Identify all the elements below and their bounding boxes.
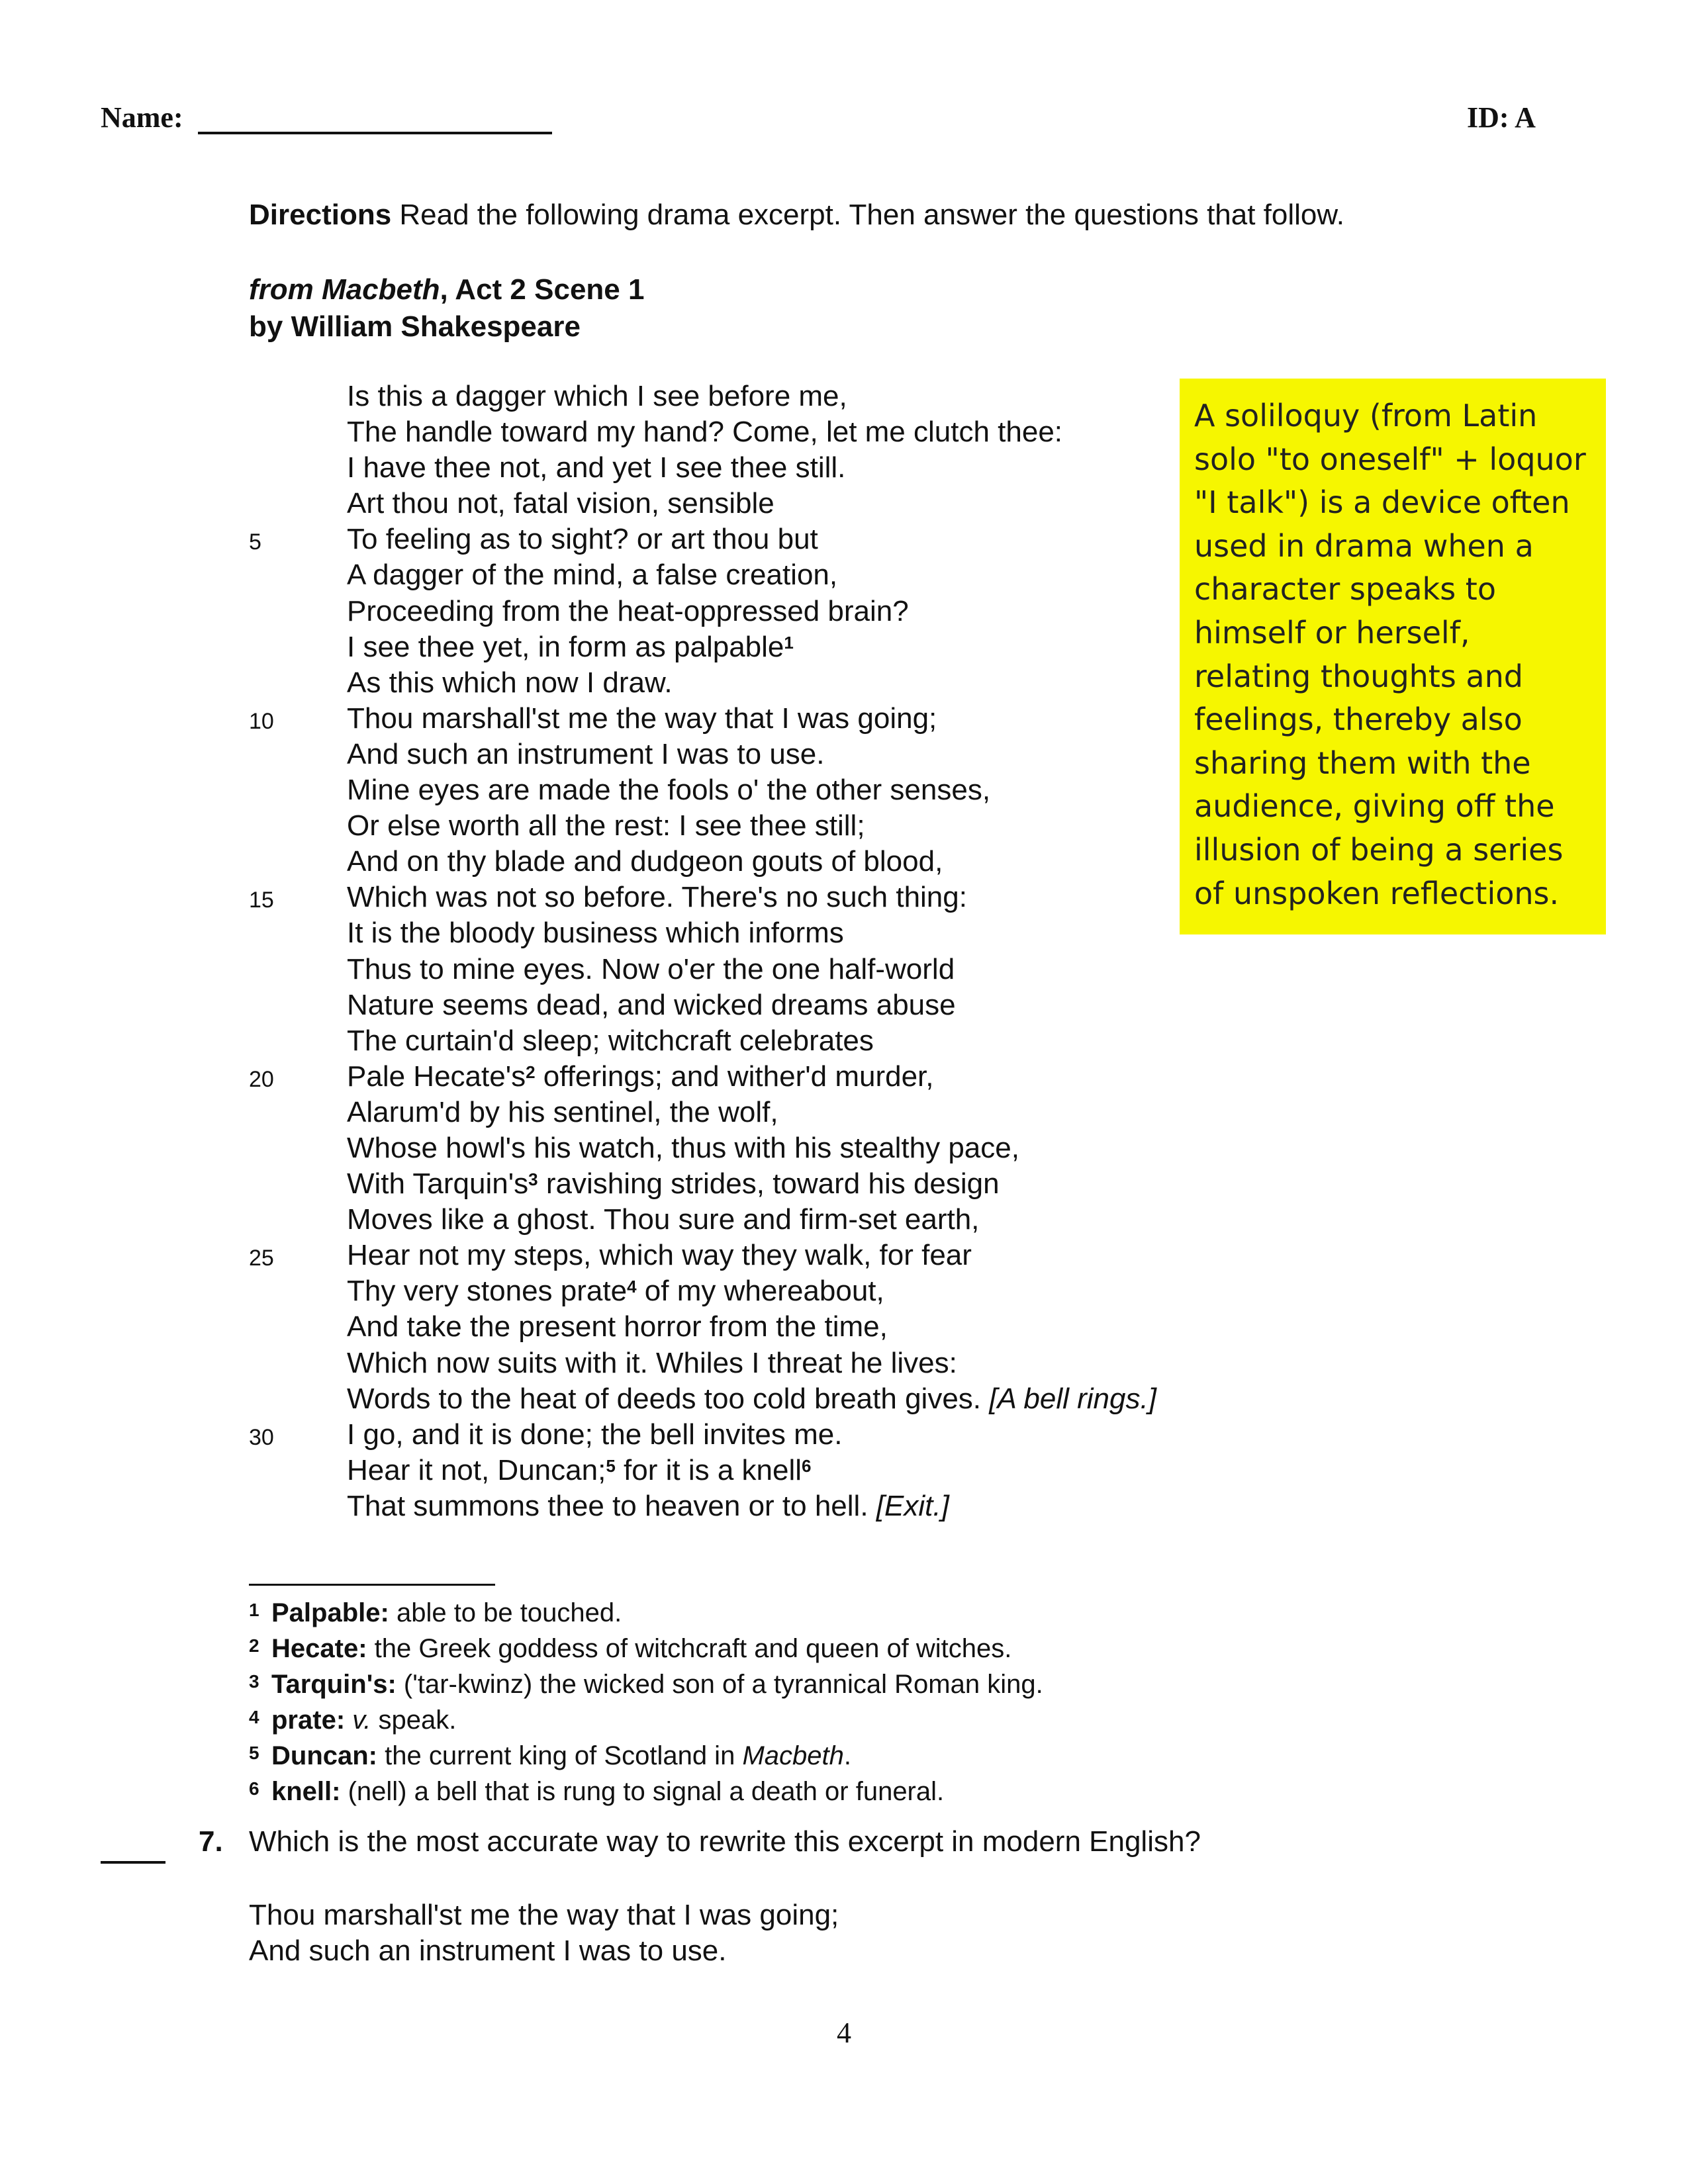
footnote bbox=[249, 1772, 1043, 1808]
line-text-main: Mine eyes are made the fools o' the other senses, bbox=[347, 774, 991, 807]
line-text-main: Is this a dagger which I see before me, bbox=[347, 380, 847, 412]
footnote-definition-end: . bbox=[843, 1741, 851, 1770]
directions bbox=[249, 199, 1344, 232]
stage-direction: [A bell rings.] bbox=[989, 1382, 1156, 1415]
line-text-main: That summons thee to heaven or to hell. bbox=[347, 1489, 876, 1522]
footnote-number: 4 bbox=[249, 1707, 259, 1727]
question-text: Which is the most accurate way to rewrite this excerpt in modern English? bbox=[249, 1825, 1201, 1858]
footnote-term: prate: bbox=[271, 1706, 346, 1735]
directions-text: Read the following drama excerpt. Then answer the questions that follow. bbox=[391, 199, 1344, 231]
footnote-marker: 3 bbox=[528, 1169, 538, 1190]
line-text-after: of my whereabout, bbox=[636, 1275, 884, 1308]
question-quote bbox=[249, 1897, 839, 1969]
line-text bbox=[347, 808, 865, 844]
footnote-definition: the Greek goddess of witchcraft and queen of witches. bbox=[367, 1634, 1012, 1663]
line-text bbox=[347, 737, 825, 772]
line-text bbox=[347, 880, 967, 915]
line-text bbox=[347, 414, 1062, 450]
line-text-main: Which now suits with it. Whiles I threat he lives: bbox=[347, 1346, 957, 1379]
line-text bbox=[347, 1345, 957, 1381]
footnote bbox=[249, 1594, 1043, 1629]
line-text bbox=[347, 1202, 979, 1238]
line-text bbox=[347, 450, 845, 486]
line-number: 20 bbox=[249, 1066, 274, 1092]
line-text bbox=[347, 1059, 933, 1095]
line-text-main: Or else worth all the rest: I see thee still; bbox=[347, 809, 865, 842]
line-text-main: Hear not my steps, which way they walk, for fear bbox=[347, 1239, 972, 1272]
footnote-marker: 6 bbox=[802, 1455, 812, 1476]
footnote-definition: able to be touched. bbox=[389, 1598, 622, 1627]
line-text-main: And such an instrument I was to use. bbox=[347, 737, 825, 770]
line-text-main: Pale Hecate's bbox=[347, 1060, 526, 1093]
line-text bbox=[347, 594, 909, 629]
line-text-main: Proceeding from the heat-oppressed brain? bbox=[347, 594, 909, 627]
line-text-main: A dagger of the mind, a false creation, bbox=[347, 559, 838, 592]
quote-line: Thou marshall'st me the way that I was going; bbox=[249, 1899, 839, 1931]
footnote-marker: 4 bbox=[627, 1277, 637, 1297]
line-text bbox=[347, 486, 774, 522]
line-text-main: And on thy blade and dudgeon gouts of blood, bbox=[347, 845, 943, 878]
line-number: 25 bbox=[249, 1246, 274, 1271]
footnote-number: 2 bbox=[249, 1635, 259, 1656]
footnote bbox=[249, 1701, 1043, 1737]
title-line bbox=[249, 271, 644, 308]
line-text-main: Thou marshall'st me the way that I was going; bbox=[347, 702, 937, 735]
footnote-number: 3 bbox=[249, 1671, 259, 1692]
line-number: 15 bbox=[249, 887, 274, 913]
line-text-after: offerings; and wither'd murder, bbox=[535, 1060, 934, 1093]
footnote-definition: the current king of Scotland in bbox=[377, 1741, 743, 1770]
footnote-marker: 2 bbox=[526, 1062, 536, 1082]
line-text-main: To feeling as to sight? or art thou but bbox=[347, 523, 818, 556]
line-number: 10 bbox=[249, 708, 274, 734]
line-number: 5 bbox=[249, 529, 261, 555]
line-text-main: Words to the heat of deeds too cold breath gives. bbox=[347, 1382, 990, 1415]
id-label: ID: A bbox=[1467, 101, 1536, 134]
footnote-term: Duncan: bbox=[271, 1741, 377, 1770]
line-text bbox=[347, 952, 955, 987]
footnote-term: Palpable: bbox=[271, 1598, 389, 1627]
line-text bbox=[347, 1417, 842, 1453]
question-number: 7. bbox=[199, 1825, 223, 1858]
line-text-main: The curtain'd sleep; witchcraft celebrates bbox=[347, 1024, 874, 1057]
line-text bbox=[347, 1095, 778, 1130]
line-text bbox=[347, 1381, 1156, 1417]
line-text-main: Thy very stones prate bbox=[347, 1275, 628, 1308]
footnote-number: 6 bbox=[249, 1778, 259, 1799]
line-text bbox=[347, 1273, 884, 1309]
footnote-term: knell: bbox=[271, 1777, 341, 1806]
line-number: 30 bbox=[249, 1424, 274, 1450]
footnote bbox=[249, 1629, 1043, 1665]
line-text-main: As this which now I draw. bbox=[347, 666, 673, 699]
line-text bbox=[347, 844, 943, 880]
line-text bbox=[347, 665, 673, 701]
footnote-number: 5 bbox=[249, 1743, 259, 1763]
footnote-part-of-speech: v. bbox=[345, 1706, 371, 1735]
footnote-divider bbox=[249, 1584, 495, 1586]
line-text bbox=[347, 629, 794, 665]
line-text bbox=[347, 1453, 811, 1488]
footnote-marker: 1 bbox=[784, 632, 794, 653]
line-text bbox=[347, 522, 818, 557]
line-text-after: for it is a knell bbox=[615, 1453, 802, 1486]
footnote-number: 1 bbox=[249, 1600, 259, 1620]
answer-blank-line[interactable] bbox=[101, 1861, 165, 1864]
line-text-main: Which was not so before. There's no such thing: bbox=[347, 881, 967, 914]
title-author: by William Shakespeare bbox=[249, 310, 581, 343]
line-text bbox=[347, 1238, 972, 1273]
soliloquy-note-box bbox=[1180, 379, 1606, 934]
footnote-term: Tarquin's: bbox=[271, 1670, 397, 1699]
footnote-definition: (nell) a bell that is rung to signal a death or funeral. bbox=[340, 1777, 945, 1806]
line-text-main: And take the present horror from the time, bbox=[347, 1310, 888, 1343]
line-text bbox=[347, 772, 990, 808]
line-text bbox=[347, 379, 847, 414]
line-text bbox=[347, 1130, 1019, 1166]
footnote-term: Hecate: bbox=[271, 1634, 367, 1663]
line-text-main: Thus to mine eyes. Now o'er the one half-world bbox=[347, 952, 955, 985]
name-label bbox=[101, 101, 552, 134]
line-text bbox=[347, 1166, 1000, 1202]
line-text-after: ravishing strides, toward his design bbox=[538, 1167, 1000, 1201]
footnote-definition: ('tar-kwinz) the wicked son of a tyrannical Roman king. bbox=[396, 1670, 1043, 1699]
soliloquy-note-text: A soliloquy (from Latin solo "to oneself" + loquor "I talk") is a device often used in drama when a character speaks to himself or herself, relating thoughts and feelings, thereby also sharing them with the audience, giving off the illusion of being a series of unspoken reflections. bbox=[1194, 398, 1586, 911]
excerpt-title bbox=[249, 271, 644, 345]
title-act: , Act 2 Scene 1 bbox=[440, 273, 645, 306]
quote-line: And such an instrument I was to use. bbox=[249, 1934, 727, 1967]
line-text-main: Moves like a ghost. Thou sure and firm-set earth, bbox=[347, 1203, 980, 1236]
footnote bbox=[249, 1737, 1043, 1772]
line-text bbox=[347, 1309, 888, 1345]
line-text bbox=[347, 1023, 874, 1059]
footnote-definition: speak. bbox=[371, 1706, 457, 1735]
line-text-main: The handle toward my hand? Come, let me clutch thee: bbox=[347, 416, 1063, 449]
line-text-main: I see thee yet, in form as palpable bbox=[347, 630, 784, 663]
line-text bbox=[347, 987, 956, 1023]
line-text-main: Alarum'd by his sentinel, the wolf, bbox=[347, 1095, 778, 1128]
line-text-main: I have thee not, and yet I see thee still. bbox=[347, 451, 846, 484]
line-text-main: It is the bloody business which informs bbox=[347, 917, 844, 950]
footnote-italic-title: Macbeth bbox=[742, 1741, 844, 1770]
line-text-main: Art thou not, fatal vision, sensible bbox=[347, 487, 774, 520]
line-text-main: Whose howl's his watch, thus with his stealthy pace, bbox=[347, 1131, 1019, 1164]
stage-direction: [Exit.] bbox=[876, 1489, 949, 1522]
directions-label: Directions bbox=[249, 199, 392, 231]
page-number: 4 bbox=[837, 2017, 851, 2049]
footnote-marker: 5 bbox=[606, 1455, 616, 1476]
name-label-text: Name: bbox=[101, 101, 183, 134]
footnote bbox=[249, 1665, 1043, 1701]
name-blank-line[interactable] bbox=[198, 105, 552, 134]
line-text bbox=[347, 557, 837, 593]
line-text-main: Nature seems dead, and wicked dreams abuse bbox=[347, 988, 956, 1021]
line-text-main: Hear it not, Duncan; bbox=[347, 1453, 606, 1486]
line-text bbox=[347, 701, 937, 737]
line-text-main: With Tarquin's bbox=[347, 1167, 529, 1201]
line-text-main: I go, and it is done; the bell invites me. bbox=[347, 1418, 843, 1451]
footnotes bbox=[249, 1594, 1043, 1808]
title-source: from Macbeth bbox=[249, 273, 440, 306]
line-text bbox=[347, 1488, 949, 1524]
line-text bbox=[347, 915, 844, 951]
